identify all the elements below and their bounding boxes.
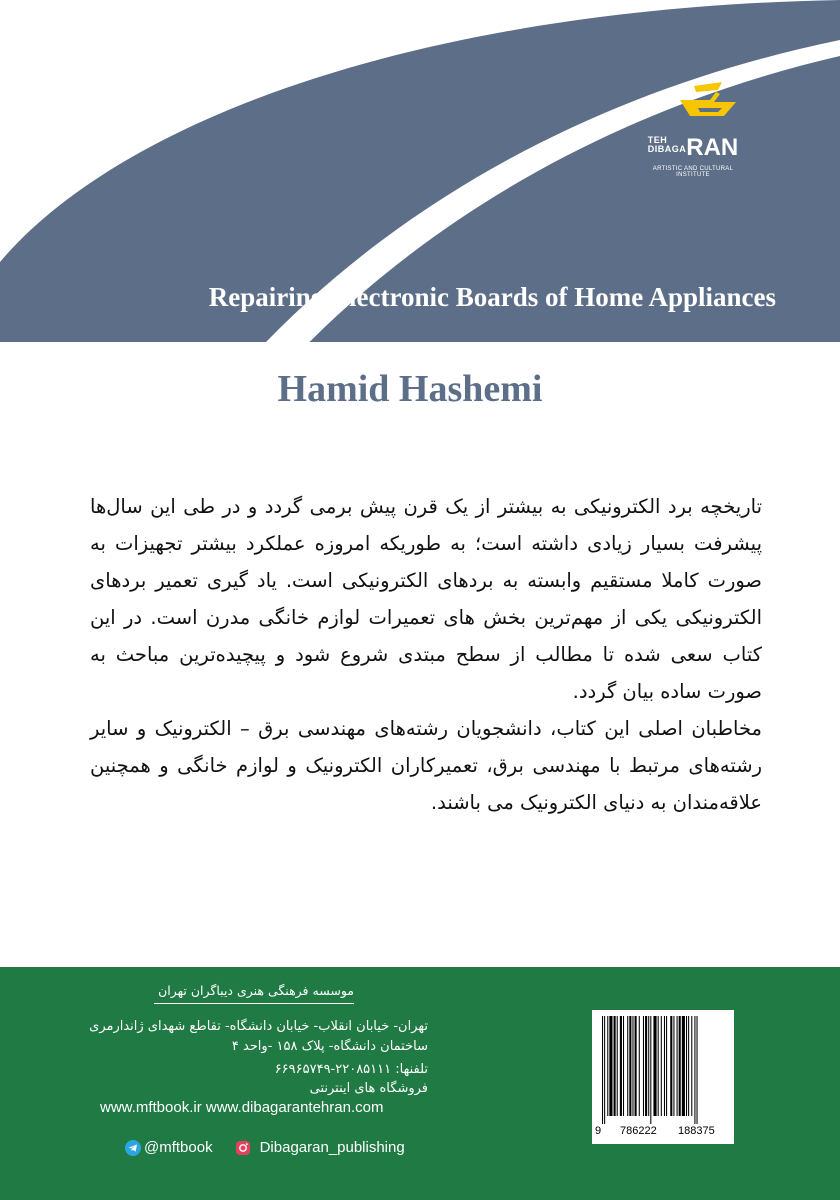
isbn-group-2: 188375 xyxy=(678,1125,715,1137)
isbn-prefix: 9 xyxy=(595,1125,602,1137)
online-stores-label: فروشگاه های اینترنتی xyxy=(309,1081,428,1096)
logo-dibaga: DIBAGA xyxy=(647,144,687,154)
isbn-group-1: 786222 xyxy=(620,1125,657,1137)
barcode-bars xyxy=(600,1016,726,1124)
address-line-1: تهران- خیابان انقلاب- خیابان دانشگاه- تقاطع شهدای ژاندارمری xyxy=(89,1019,428,1034)
social-links xyxy=(125,1139,405,1156)
logo-tagline: ARTISTIC AND CULTURAL INSTITUTE xyxy=(652,166,734,178)
publisher-logo xyxy=(638,78,748,178)
description-text xyxy=(90,488,762,821)
telegram-icon[interactable] xyxy=(125,1140,141,1156)
logo-ran: RAN xyxy=(686,134,739,161)
author-name: Hamid Hashemi xyxy=(277,368,543,410)
phone-numbers: تلفنها: ۲۲۰۸۵۱۱۱-۶۶۹۶۵۷۴۹ xyxy=(274,1062,428,1077)
instagram-icon[interactable] xyxy=(235,1140,251,1156)
address-line-2: ساختمان دانشگاه- پلاک ۱۵۸ -واحد ۴ xyxy=(231,1039,428,1054)
description-paragraph-1: تاریخچه برد الکترونیکی به بیشتر از یک قرن پیش برمی گردد و در طی این سال‌ها پیشرفت بسیار زیادی داشته است؛ به طوریکه امروزه عملکرد بیشتر تجهیزات به صورت کاملا مستقیم وابسته به بردهای الکترونیکی است. یاد گیری تعمیر بردهای الکترونیکی یکی از مهم‌ترین بخش های تعمیرات لوازم خانگی مدرن است. در این کتاب سعی شده تا مطالب از سطح مبتدی شروع شود و پیچیده‌ترین مباحث به صورت ساده بیان گردد. xyxy=(90,495,762,703)
boat-logo-icon xyxy=(676,78,740,128)
instagram-handle[interactable]: Dibagaran_publishing xyxy=(259,1139,405,1156)
english-book-title: Repairing Electronic Boards of Home Appliances xyxy=(208,282,776,312)
publisher-name: موسسه فرهنگی هنری دیباگران تهران xyxy=(154,983,354,1004)
logo-wordmark xyxy=(638,136,748,160)
description-paragraph-2: مخاطبان اصلی این کتاب، دانشجویان رشته‌های مهندسی برق – الکترونیک و سایر رشته‌های مرتبط با مهندسی برق، تعمیرکاران الکترونیک و لوازم خانگی و همچنین علاقه‌مندان به دنیای الکترونیک می باشند. xyxy=(90,717,762,814)
isbn-barcode xyxy=(592,1010,734,1144)
website-links[interactable]: www.mftbook.ir www.dibagarantehran.com xyxy=(100,1099,384,1116)
author-name-wrapper xyxy=(0,367,840,411)
logo-teh: TEH xyxy=(647,135,668,145)
telegram-handle[interactable]: @mftbook xyxy=(144,1139,213,1156)
